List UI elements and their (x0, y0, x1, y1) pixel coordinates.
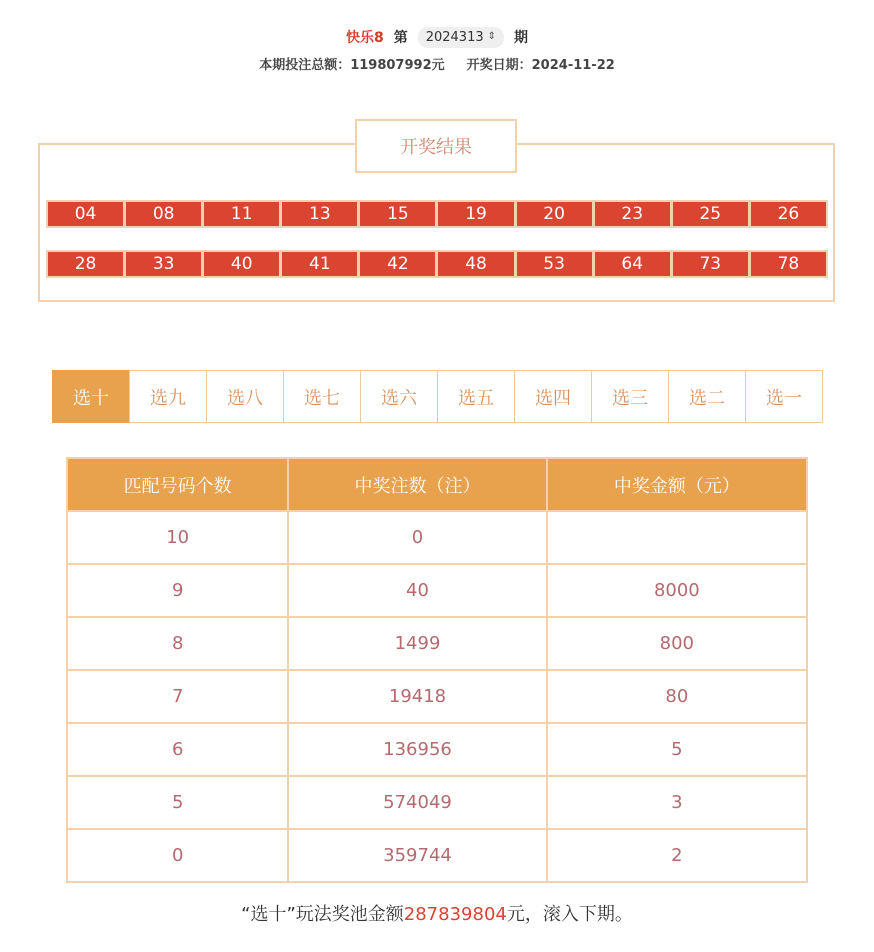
table-cell: 8000 (547, 564, 807, 617)
table-cell: 40 (288, 564, 546, 617)
number-ball: 13 (282, 202, 357, 226)
number-ball: 40 (204, 252, 279, 276)
total-bet (259, 54, 444, 73)
period-select[interactable] (418, 27, 504, 48)
table-cell: 574049 (288, 776, 546, 829)
number-ball: 33 (126, 252, 201, 276)
ball-row-1 (46, 200, 828, 228)
column-header: 中奖金额（元） (547, 458, 807, 511)
table-cell: 0 (67, 829, 288, 882)
number-ball: 11 (204, 202, 279, 226)
table-row (67, 829, 807, 882)
game-name: 快乐8 (345, 30, 384, 46)
number-ball: 48 (438, 252, 513, 276)
number-ball: 26 (751, 202, 826, 226)
draw-info-line (0, 54, 874, 73)
tab-xuan-8[interactable]: 选八 (206, 370, 284, 423)
result-title: 开奖结果 (355, 119, 517, 173)
number-ball: 53 (517, 252, 592, 276)
table-cell (547, 511, 807, 564)
number-ball: 28 (48, 252, 123, 276)
table-row (67, 670, 807, 723)
period-value: 2024313 (425, 29, 484, 45)
draw-date-label: 开奖日期： (466, 58, 532, 73)
total-bet-label: 本期投注总额： (259, 58, 351, 73)
number-ball: 42 (360, 252, 435, 276)
period-prefix: 第 (393, 30, 408, 46)
tab-xuan-6[interactable]: 选六 (360, 370, 438, 423)
tab-xuan-5[interactable]: 选五 (437, 370, 515, 423)
table-row (67, 723, 807, 776)
number-ball: 73 (673, 252, 748, 276)
table-row (67, 564, 807, 617)
number-ball: 20 (517, 202, 592, 226)
table-row (67, 776, 807, 829)
pool-note (0, 900, 874, 926)
period-line (0, 22, 874, 52)
number-ball: 23 (595, 202, 670, 226)
tab-xuan-10[interactable]: 选十 (52, 370, 130, 423)
play-type-tabs (52, 370, 823, 423)
table-header-row (67, 458, 807, 511)
table-cell: 3 (547, 776, 807, 829)
tab-xuan-4[interactable]: 选四 (514, 370, 592, 423)
table-cell: 80 (547, 670, 807, 723)
column-header: 中奖注数（注） (288, 458, 546, 511)
tab-xuan-9[interactable]: 选九 (129, 370, 207, 423)
tab-xuan-1[interactable]: 选一 (745, 370, 823, 423)
table-cell: 10 (67, 511, 288, 564)
chevron-updown-icon: ⇕ (487, 31, 497, 42)
table-cell: 5 (67, 776, 288, 829)
table-cell: 2 (547, 829, 807, 882)
number-ball: 19 (438, 202, 513, 226)
tab-xuan-3[interactable]: 选三 (591, 370, 669, 423)
table-cell: 6 (67, 723, 288, 776)
number-ball: 15 (360, 202, 435, 226)
table-cell: 359744 (288, 829, 546, 882)
draw-date (467, 54, 615, 73)
number-ball: 78 (751, 252, 826, 276)
tab-xuan-7[interactable]: 选七 (283, 370, 361, 423)
table-row (67, 511, 807, 564)
number-ball: 04 (48, 202, 123, 226)
period-suffix: 期 (514, 30, 529, 46)
table-cell: 0 (288, 511, 546, 564)
table-cell: 800 (547, 617, 807, 670)
tab-xuan-2[interactable]: 选二 (668, 370, 746, 423)
number-ball: 08 (126, 202, 201, 226)
pool-amount: 287839804 (403, 904, 507, 925)
table-cell: 136956 (288, 723, 546, 776)
pool-note-prefix: “选十”玩法奖池金额 (241, 904, 404, 925)
number-ball: 25 (673, 202, 748, 226)
prize-table (66, 457, 808, 883)
draw-header (0, 22, 874, 73)
table-cell: 9 (67, 564, 288, 617)
draw-date-value: 2024-11-22 (531, 58, 615, 73)
total-bet-value: 119807992元 (350, 58, 445, 73)
table-cell: 7 (67, 670, 288, 723)
pool-note-suffix: 元，滚入下期。 (506, 904, 633, 925)
number-ball: 41 (282, 252, 357, 276)
table-cell: 1499 (288, 617, 546, 670)
table-cell: 19418 (288, 670, 546, 723)
column-header: 匹配号码个数 (67, 458, 288, 511)
ball-row-2 (46, 250, 828, 278)
number-ball: 64 (595, 252, 670, 276)
table-row (67, 617, 807, 670)
table-cell: 8 (67, 617, 288, 670)
table-cell: 5 (547, 723, 807, 776)
